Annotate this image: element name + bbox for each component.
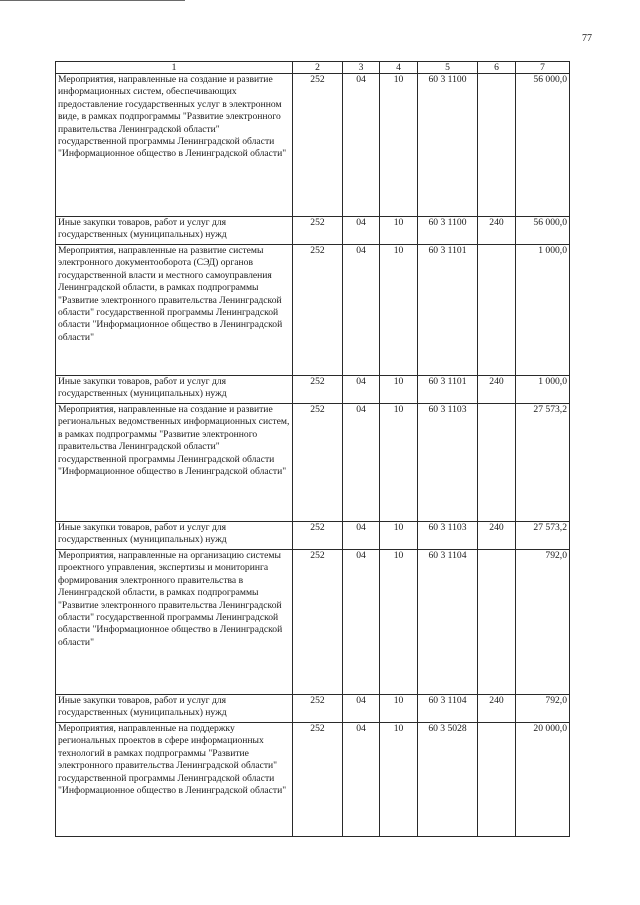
row-section: 04 bbox=[343, 245, 380, 376]
row-amount: 56 000,0 bbox=[516, 74, 570, 217]
row-amount: 56 000,0 bbox=[516, 217, 570, 245]
row-expense-type bbox=[478, 74, 516, 217]
row-name: Иные закупки товаров, работ и услуг для государственных (муниципальных) нужд bbox=[56, 522, 293, 550]
row-name: Иные закупки товаров, работ и услуг для государственных (муниципальных) нужд bbox=[56, 376, 293, 404]
row-name: Мероприятия, направленные на создание и развитие региональных ведомственных информационных систем, в рамках подпрограммы "Развитие электронного правительства Ленинградской области" государственной программы Ленинградской области "Информационное общество в Ленинградской области" bbox=[56, 404, 293, 522]
row-subsection: 10 bbox=[380, 404, 418, 522]
row-section: 04 bbox=[343, 522, 380, 550]
table-row bbox=[56, 217, 570, 245]
row-section: 04 bbox=[343, 217, 380, 245]
row-amount: 20 000,0 bbox=[516, 723, 570, 837]
row-ministry: 252 bbox=[293, 522, 343, 550]
row-expense-type: 240 bbox=[478, 522, 516, 550]
col-header-2: 2 bbox=[293, 62, 343, 74]
row-section: 04 bbox=[343, 550, 380, 695]
row-subsection: 10 bbox=[380, 723, 418, 837]
row-target: 60 3 1103 bbox=[418, 522, 478, 550]
row-ministry: 252 bbox=[293, 404, 343, 522]
row-name: Мероприятия, направленные на поддержку региональных проектов в сфере информационных технологий в рамках подпрограммы "Развитие электронного правительства Ленинградской области" государственной программы Ленинградской области "Информационное общество в Ленинградской области" bbox=[56, 723, 293, 837]
row-name: Иные закупки товаров, работ и услуг для государственных (муниципальных) нужд bbox=[56, 695, 293, 723]
col-header-1: 1 bbox=[56, 62, 293, 74]
row-target: 60 3 1101 bbox=[418, 245, 478, 376]
row-expense-type bbox=[478, 550, 516, 695]
row-amount: 1 000,0 bbox=[516, 245, 570, 376]
row-expense-type: 240 bbox=[478, 376, 516, 404]
row-target: 60 3 1101 bbox=[418, 376, 478, 404]
table-row bbox=[56, 404, 570, 522]
row-subsection: 10 bbox=[380, 376, 418, 404]
row-ministry: 252 bbox=[293, 723, 343, 837]
row-ministry: 252 bbox=[293, 74, 343, 217]
row-name: Мероприятия, направленные на организацию системы проектного управления, экспертизы и мониторинга формирования электронного правительства в Ленинградской области, в рамках подпрограммы "Развитие электронного правительства Ленинградской области" государственной программы Ленинградской области "Информационное общество в Ленинградской области" bbox=[56, 550, 293, 695]
row-ministry: 252 bbox=[293, 245, 343, 376]
row-subsection: 10 bbox=[380, 522, 418, 550]
row-name: Иные закупки товаров, работ и услуг для государственных (муниципальных) нужд bbox=[56, 217, 293, 245]
row-section: 04 bbox=[343, 723, 380, 837]
row-expense-type: 240 bbox=[478, 695, 516, 723]
row-subsection: 10 bbox=[380, 550, 418, 695]
table-row bbox=[56, 522, 570, 550]
row-amount: 792,0 bbox=[516, 695, 570, 723]
col-header-6: 6 bbox=[478, 62, 516, 74]
row-expense-type: 240 bbox=[478, 217, 516, 245]
table-row bbox=[56, 74, 570, 217]
header-row bbox=[56, 62, 570, 74]
row-subsection: 10 bbox=[380, 245, 418, 376]
row-ministry: 252 bbox=[293, 695, 343, 723]
row-target: 60 3 5028 bbox=[418, 723, 478, 837]
row-target: 60 3 1100 bbox=[418, 217, 478, 245]
page-number: 77 bbox=[582, 33, 592, 44]
row-target: 60 3 1103 bbox=[418, 404, 478, 522]
row-expense-type bbox=[478, 245, 516, 376]
row-amount: 1 000,0 bbox=[516, 376, 570, 404]
table-row bbox=[56, 245, 570, 376]
row-ministry: 252 bbox=[293, 550, 343, 695]
row-subsection: 10 bbox=[380, 695, 418, 723]
row-name: Мероприятия, направленные на развитие системы электронного документооборота (СЭД) органов государственной власти и местного самоуправления Ленинградской области, в рамках подпрограммы "Развитие электронного правительства Ленинградской области" государственной программы Ленинградской области "Информационное общество в Ленинградской области" bbox=[56, 245, 293, 376]
table-row bbox=[56, 695, 570, 723]
row-subsection: 10 bbox=[380, 74, 418, 217]
row-section: 04 bbox=[343, 695, 380, 723]
row-target: 60 3 1104 bbox=[418, 550, 478, 695]
col-header-5: 5 bbox=[418, 62, 478, 74]
row-section: 04 bbox=[343, 376, 380, 404]
table-row bbox=[56, 376, 570, 404]
top-rule bbox=[0, 0, 185, 1]
row-ministry: 252 bbox=[293, 376, 343, 404]
row-ministry: 252 bbox=[293, 217, 343, 245]
col-header-3: 3 bbox=[343, 62, 380, 74]
row-amount: 792,0 bbox=[516, 550, 570, 695]
table-row bbox=[56, 550, 570, 695]
row-section: 04 bbox=[343, 74, 380, 217]
row-section: 04 bbox=[343, 404, 380, 522]
table-row bbox=[56, 723, 570, 837]
col-header-7: 7 bbox=[516, 62, 570, 74]
row-target: 60 3 1104 bbox=[418, 695, 478, 723]
budget-table bbox=[55, 61, 570, 837]
row-amount: 27 573,2 bbox=[516, 522, 570, 550]
row-expense-type bbox=[478, 723, 516, 837]
row-name: Мероприятия, направленные на создание и развитие информационных систем, обеспечивающих предоставление государственных услуг в электронном виде, в рамках подпрограммы "Развитие электронного правительства Ленинградской области" государственной программы Ленинградской области "Информационное общество в Ленинградской области" bbox=[56, 74, 293, 217]
row-expense-type bbox=[478, 404, 516, 522]
row-target: 60 3 1100 bbox=[418, 74, 478, 217]
row-subsection: 10 bbox=[380, 217, 418, 245]
row-amount: 27 573,2 bbox=[516, 404, 570, 522]
col-header-4: 4 bbox=[380, 62, 418, 74]
